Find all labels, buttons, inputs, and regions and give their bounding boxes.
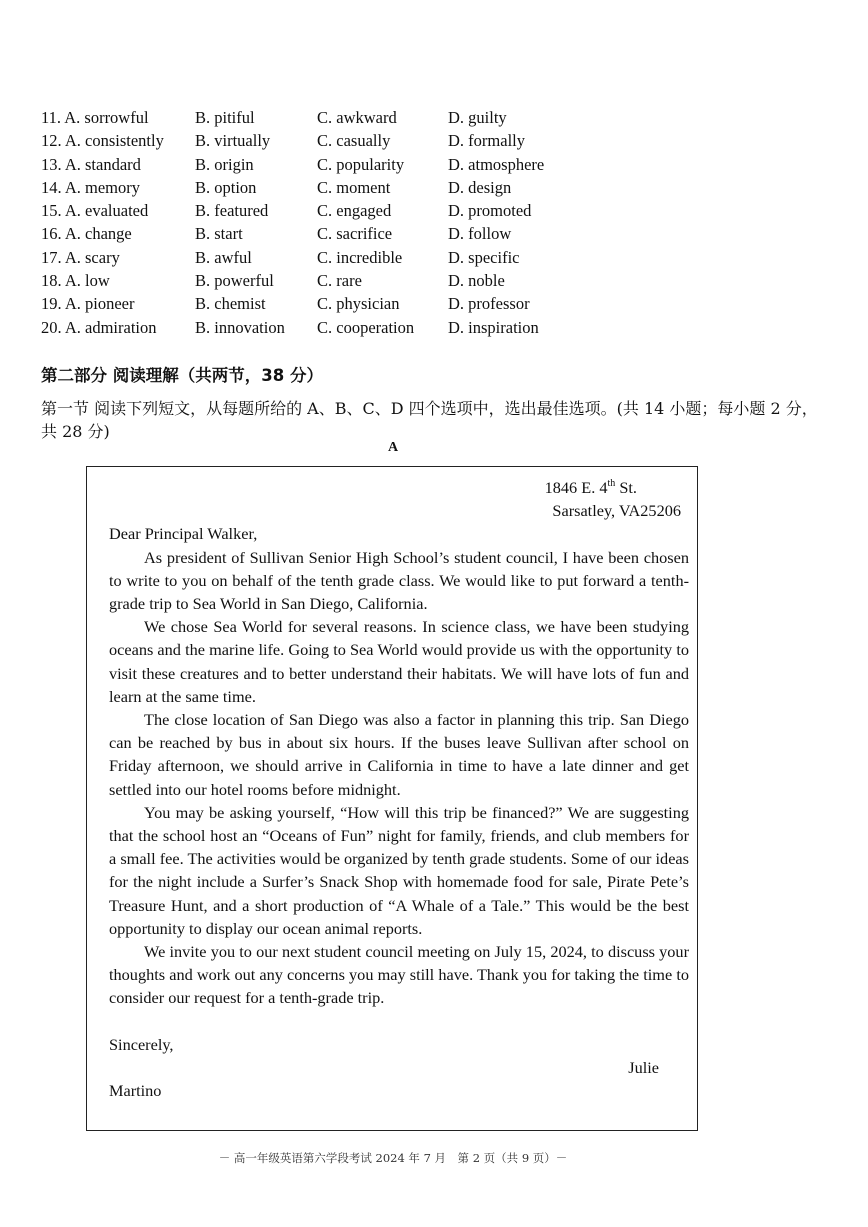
option-a: 11. A. sorrowful — [41, 108, 149, 127]
option-row-18 — [41, 269, 601, 292]
option-b: B. awful — [195, 247, 252, 267]
option-d: D. specific — [448, 247, 520, 267]
option-c: C. popularity — [317, 154, 405, 174]
option-c: C. casually — [317, 131, 391, 151]
option-b: B. pitiful — [195, 108, 255, 127]
address-line-1: 1846 E. 4th St. — [544, 477, 637, 497]
option-b: B. virtually — [195, 131, 271, 151]
page-footer: － 高一年级英语第六学段考试 2024 年 7 月 第 2 页（共 9 页）－ — [218, 1151, 568, 1165]
option-row-12 — [41, 129, 601, 152]
sender-address — [109, 476, 689, 522]
option-c: C. physician — [317, 294, 400, 314]
letter-box — [86, 466, 698, 1131]
option-a: 16. A. change — [41, 224, 132, 244]
option-d: D. inspiration — [448, 317, 539, 337]
answer-options-table — [41, 106, 601, 339]
option-d: D. noble — [448, 271, 505, 291]
letter-paragraph-2: We chose Sea World for several reasons. In science class, we have been studying oceans and the marine life. Going to Sea World would provide us with the opportunity to visit these creatures and to better understand their habitats. We will have lots of fun and learn at the same time. — [109, 617, 689, 706]
option-b: B. featured — [195, 201, 269, 221]
option-b: B. start — [195, 224, 243, 244]
option-a: 18. A. low — [41, 271, 110, 291]
salutation: Dear Principal Walker, — [109, 524, 258, 544]
option-a: 13. A. standard — [41, 154, 141, 174]
option-b: B. origin — [195, 154, 254, 174]
letter-paragraph-5: We invite you to our next student council meeting on July 15, 2024, to discuss your thoughts and work out any concerns you may still have. Thank you for taking the time to consider our request for a tenth-grade trip. — [109, 942, 689, 1008]
option-row-16 — [41, 222, 601, 245]
closing: Sincerely, — [109, 1034, 174, 1054]
option-d: D. formally — [448, 131, 525, 151]
option-a: 14. A. memory — [41, 177, 140, 197]
option-b: B. powerful — [195, 271, 274, 291]
option-c: C. cooperation — [317, 317, 415, 337]
signature-first-name: Julie — [628, 1057, 659, 1077]
letter-paragraph-3: The close location of San Diego was also a factor in planning this trip. San Diego can be reached by bus in about six hours. If the buses leave Sullivan after school on Friday afternoon, we should arrive in California in time to have a late dinner and get settled into our hotel rooms before midnight. — [109, 710, 689, 799]
option-d: D. atmosphere — [448, 154, 545, 174]
option-row-17 — [41, 246, 601, 269]
option-row-15 — [41, 199, 601, 222]
option-d: D. professor — [448, 294, 530, 314]
option-d: D. promoted — [448, 201, 532, 221]
option-c: C. sacrifice — [317, 224, 393, 244]
option-row-11 — [41, 106, 601, 129]
option-c: C. moment — [317, 177, 391, 197]
option-b: B. option — [195, 177, 257, 197]
option-d: D. guilty — [448, 108, 507, 127]
option-a: 19. A. pioneer — [41, 294, 135, 314]
option-a: 15. A. evaluated — [41, 201, 149, 221]
option-b: B. innovation — [195, 317, 285, 337]
option-row-19 — [41, 292, 601, 315]
option-d: D. follow — [448, 224, 512, 244]
option-a: 12. A. consistently — [41, 131, 164, 151]
option-c: C. engaged — [317, 201, 392, 221]
passage-label: A — [387, 440, 399, 455]
address-line-2: Sarsatley, VA25206 — [552, 501, 681, 521]
option-b: B. chemist — [195, 294, 266, 314]
option-row-20 — [41, 316, 601, 339]
section-title: 第二部分 阅读理解（共两节，38 分） — [41, 366, 323, 385]
option-row-14 — [41, 176, 601, 199]
letter-body — [109, 476, 689, 1102]
letter-paragraph-4: You may be asking yourself, “How will this trip be financed?” We are suggesting that the school host an “Oceans of Fun” night for family, friends, and club members for a small fee. The activities would be organized by tenth grade students. Some of our ideas for the night include a Surfer’s Snack Shop with homemade food for sale, Pirate Pete’s Treasure Hunt, and a short production of “A Whale of a Tale.” This would be the best opportunity to display our ocean animal reports. — [109, 802, 689, 938]
signature-last-name: Martino — [109, 1081, 162, 1101]
option-d: D. design — [448, 177, 512, 197]
section-instruction: 第一节 阅读下列短文，从每题所给的 A、B、C、D 四个选项中，选出最佳选项。(共 14 小题；每小题 2 分，共 28 分) — [41, 399, 818, 441]
option-c: C. awkward — [317, 108, 397, 127]
letter-paragraph-1: As president of Sullivan Senior High School’s student council, I have been chosen to write to you on behalf of the tenth grade class. We would like to put forward a tenth-grade trip to Sea World in San Diego, California. — [109, 547, 689, 614]
option-row-13 — [41, 153, 601, 176]
option-c: C. rare — [317, 271, 362, 291]
option-c: C. incredible — [317, 247, 403, 267]
option-a: 20. A. admiration — [41, 317, 157, 337]
option-a: 17. A. scary — [41, 247, 120, 267]
